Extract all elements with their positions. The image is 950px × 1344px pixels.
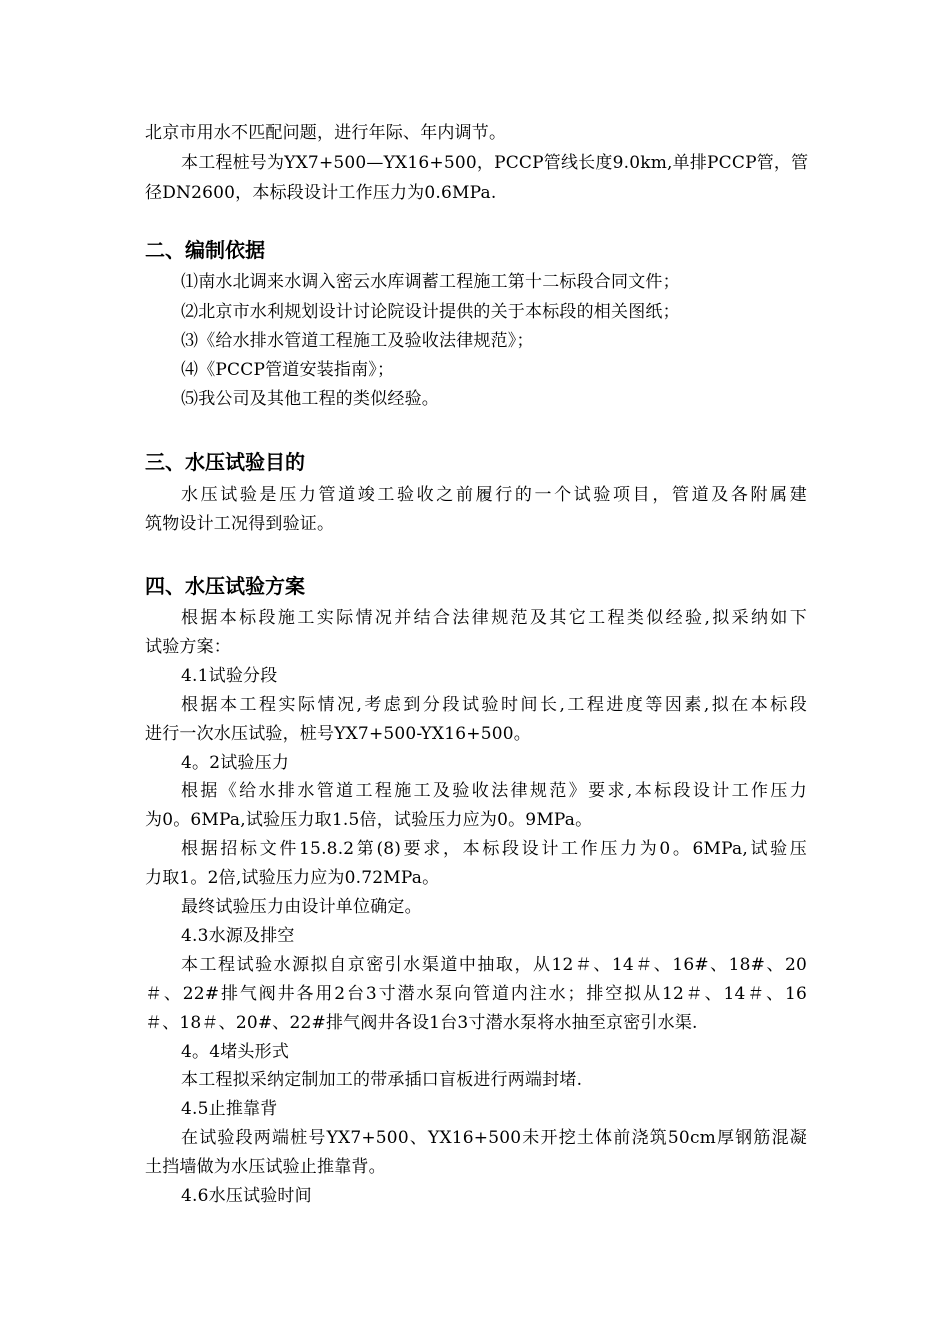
subsection-4-4-line-1: 本工程拟采纳定制加工的带承插口盲板进行两端封堵. xyxy=(181,1070,583,1090)
subsection-4-5-line-1: 在试验段两端桩号YX7+500、YX16+500未开挖土体前浇筑50cm厚钢筋混凝 xyxy=(181,1128,807,1148)
basis-item-2: ⑵北京市水利规划设计讨论院设计提供的关于本标段的相关图纸； xyxy=(181,302,680,322)
subsection-4-2-line-1: 根据《给水排水管道工程施工及验收法律规范》要求,本标段设计工作压力 xyxy=(181,781,807,801)
basis-item-3: ⑶《给水排水管道工程施工及验收法律规范》； xyxy=(181,331,534,351)
purpose-line-1: 水压试验是压力管道竣工验收之前履行的一个试验项目，管道及各附属建 xyxy=(181,485,807,505)
subsection-4-5-title: 4.5止推靠背 xyxy=(181,1099,278,1119)
subsection-4-2-title: 4。2试验压力 xyxy=(181,753,290,773)
plan-intro-line-1: 根据本标段施工实际情况并结合法律规范及其它工程类似经验,拟采纳如下 xyxy=(181,608,807,628)
subsection-4-4-title: 4。4堵头形式 xyxy=(181,1042,290,1062)
subsection-4-1-line-1: 根据本工程实际情况,考虑到分段试验时间长,工程进度等因素,拟在本标段 xyxy=(181,695,807,715)
subsection-4-3-line-2: ＃、22#排气阀井各用2台3寸潜水泵向管道内注水；排空拟从12＃、14＃、16 xyxy=(145,984,807,1004)
section-3-heading: 三、水压试验目的 xyxy=(145,450,305,474)
section-4-heading: 四、水压试验方案 xyxy=(145,574,305,598)
subsection-4-1-line-2: 进行一次水压试验，桩号YX7+500-YX16+500。 xyxy=(145,724,531,744)
subsection-4-3-title: 4.3水源及排空 xyxy=(181,926,295,946)
subsection-4-2-line-4: 力取1。2倍,试验压力应为0.72MPa。 xyxy=(145,868,440,888)
intro-line-2: 本工程桩号为YX7+500—YX16+500，PCCP管线长度9.0km,单排PCCP管，管 xyxy=(181,153,809,173)
subsection-4-5-line-2: 土挡墙做为水压试验止推靠背。 xyxy=(145,1157,386,1177)
plan-intro-line-2: 试验方案： xyxy=(145,637,231,657)
basis-item-5: ⑸我公司及其他工程的类似经验。 xyxy=(181,389,439,409)
section-2-heading: 二、编制依据 xyxy=(145,238,265,262)
intro-line-1: 北京市用水不匹配问题，进行年际、年内调节。 xyxy=(145,123,507,143)
purpose-line-2: 筑物设计工况得到验证。 xyxy=(145,514,335,534)
basis-item-1: ⑴南水北调来水调入密云水库调蓄工程施工第十二标段合同文件； xyxy=(181,272,680,292)
basis-item-4: ⑷《PCCP管道安装指南》； xyxy=(181,360,395,380)
subsection-4-1-title: 4.1试验分段 xyxy=(181,666,278,686)
subsection-4-2-line-2: 为0。6MPa,试验压力取1.5倍，试验压力应为0。9MPa。 xyxy=(145,810,593,830)
subsection-4-2-line-3: 根据招标文件15.8.2第(8)要求，本标段设计工作压力为0。6MPa,试验压 xyxy=(181,839,807,859)
subsection-4-2-line-5: 最终试验压力由设计单位确定。 xyxy=(181,897,422,917)
intro-line-3: 径DN2600，本标段设计工作压力为0.6MPa. xyxy=(145,183,497,203)
subsection-4-6-title: 4.6水压试验时间 xyxy=(181,1186,312,1206)
subsection-4-3-line-3: ＃、18＃、20#、22#排气阀井各设1台3寸潜水泵将水抽至京密引水渠. xyxy=(145,1013,698,1033)
subsection-4-3-line-1: 本工程试验水源拟自京密引水渠道中抽取，从12＃、14＃、16#、18#、20 xyxy=(181,955,807,975)
